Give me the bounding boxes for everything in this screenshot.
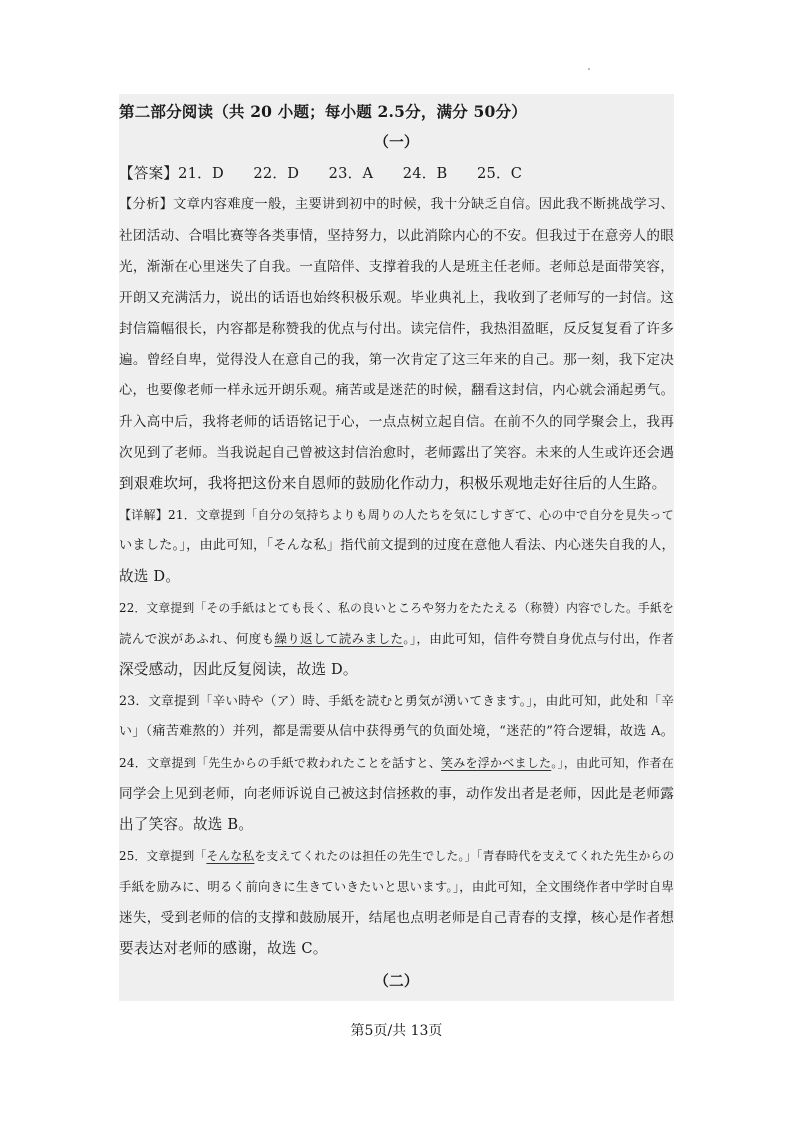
text-run: 。」，由此可知，作者在 [551, 756, 674, 770]
detail-line: いました。」，由此可知，「そんな私」指代前文提到的过度在意他人看法、内心迷失自我的人， [119, 538, 675, 553]
detail-line: 23．文章提到「辛い時や（ア）時、手紙を読むと勇気が湧いてきます。」，由此可知，此处和「辛 [119, 693, 674, 708]
text-run: 。」，由此可知，信件夸赞自身优点与付出，作者 [403, 631, 675, 646]
text-run: 24．文章提到「先生からの手紙で救われたことを話すと、 [119, 756, 442, 770]
detail-line: 迷失，受到老师的信的支撑和鼓励展开，结尾也点明老师是自己青春的支撑，核心是作者想 [119, 910, 674, 926]
part-heading-1: （一） [374, 134, 419, 151]
text-run: を支えてくれたのは担任の先生でした。」「青春時代を支えてくれた先生からの [254, 849, 675, 863]
section-title: 第二部分阅读（共 20 小题；每小题 2.5分，满分 50分） [119, 102, 527, 121]
detail-line: 同学会上见到老师，向老师诉说自己被这封信拯救的事，动作发出者是老师，因此是老师露 [119, 786, 674, 802]
detail-line [119, 629, 674, 649]
analysis-line: 升入高中后，我将老师的话语铭记于心，一点点树立起自信。在前不久的同学聚会上，我再 [119, 414, 674, 430]
text-run: 読んで涙があふれ、何度も [119, 631, 275, 646]
detail-line: 【详解】21．文章提到「自分の気持ちよりも周りの人たちを気にしすぎて、心の中で自分を見失って [119, 508, 674, 522]
analysis-line: 开朗又充满活力，说出的话语也始终积极乐观。毕业典礼上，我收到了老师写的一封信。这 [119, 290, 674, 306]
analysis-line: 遍。曾经自卑，觉得没人在意自己的我，第一次肯定了这三年来的自己。那一刻，我下定决 [119, 352, 674, 368]
detail-line: い」（痛苦难熬的）并列，都是需要从信中获得勇气的负面处境，“迷茫的”符合逻辑，故选 A。 [119, 724, 674, 739]
analysis-line: 封信篇幅很长，内容都是称赞我的优点与付出。读完信件，我热泪盈眶，反反复复看了许多 [119, 321, 674, 337]
underlined-phrase: 繰り返して読みました [274, 631, 404, 646]
underlined-phrase: そんな私 [206, 849, 255, 863]
part-heading-2: （二） [374, 973, 419, 990]
detail-line [119, 753, 674, 773]
analysis-line: 【分析】文章内容难度一般，主要讲到初中的时候，我十分缺乏自信。因此我不断挑战学习、 [119, 197, 674, 212]
detail-line [119, 846, 674, 866]
detail-line: 手紙を励みに、明るく前向きに生きていきたいと思います。」，由此可知，全文围绕作者中学时自卑 [119, 879, 674, 894]
analysis-line: 次见到了老师。当我说起自己曾被这封信治愈时，老师露出了笑容。未来的人生或许还会遇 [119, 445, 674, 461]
answer-key: 【答案】21．D 22．D 23．A 24．B 25．C [119, 165, 523, 182]
detail-line: 故选 D。 [119, 568, 181, 585]
analysis-line: 心，也要像老师一样永远开朗乐观。痛苦或是迷茫的时候，翻看这封信，内心就会涌起勇气。 [119, 383, 674, 398]
underlined-phrase: 笑みを浮かべました [441, 756, 552, 770]
detail-line: 22．文章提到「その手紙はとても長く、私の良いところや努力をたたえる（称赞）内容でした。手紙を [119, 601, 675, 615]
detail-line: 要表达对老师的感谢，故选 C。 [119, 940, 328, 957]
page-number: 第5页/共 13页 [350, 1023, 443, 1039]
analysis-line: 光，渐渐在心里迷失了自我。一直陪伴、支撑着我的人是班主任老师。老师总是面带笑容， [119, 259, 674, 275]
analysis-line: 到艰难坎坷，我将把这份来自恩师的鼓励化作动力，积极乐观地走好往后的人生路。 [119, 475, 667, 492]
text-run: 25．文章提到「 [119, 849, 207, 863]
detail-line: 深受感动，因此反复阅读，故选 D。 [119, 661, 358, 678]
detail-line: 出了笑容。故选 B。 [119, 816, 254, 833]
scan-dot [588, 68, 590, 70]
analysis-line: 社团活动、合唱比赛等各类事情，坚持努力，以此消除内心的不安。但我过于在意旁人的眼 [119, 228, 674, 244]
